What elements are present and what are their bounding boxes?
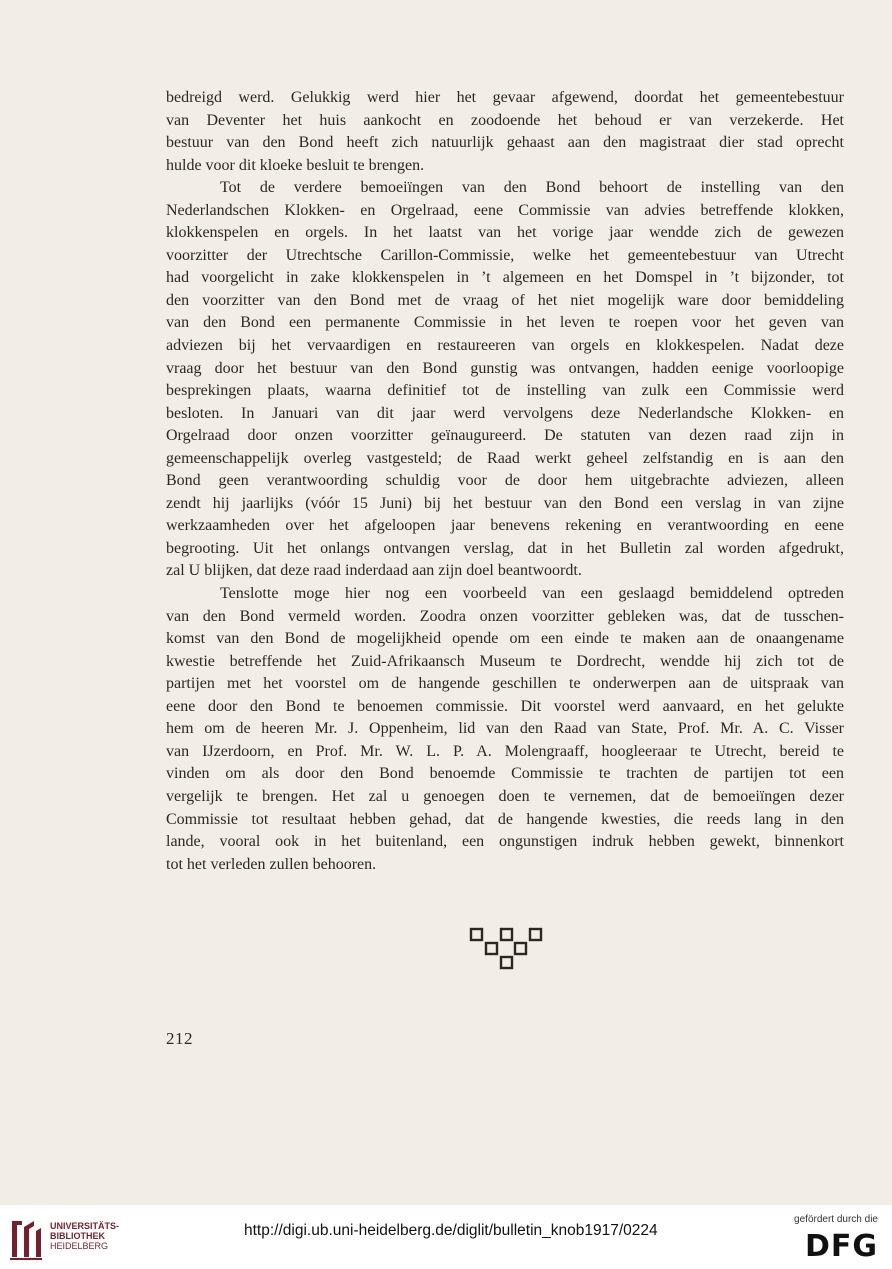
text-line: tot het verleden zullen behooren.	[166, 855, 377, 873]
library-name	[50, 1221, 119, 1251]
funded-by-label: gefördert durch die	[794, 1214, 878, 1225]
footer-bar	[0, 1205, 892, 1269]
text-line: klokkenspelen en orgels. In het laatst van het vorige jaar wendde zich de gewezen	[166, 224, 844, 242]
text-line: bestuur van den Bond heeft zich natuurlijk gehaast aan den magistraat dier stad oprecht	[166, 134, 844, 152]
page-number: 212	[166, 1029, 193, 1048]
text-line: begrooting. Uit het onlangs ontvangen verslag, dat in het Bulletin zal worden afgedrukt,	[166, 539, 844, 557]
ornament-squares-icon	[469, 926, 543, 970]
text-line: gemeenschappelijk overleg vastgesteld; de Raad werkt geheel zelfstandig en is aan den	[166, 449, 844, 467]
text-line: besprekingen plaats, waarna definitief tot de instelling van zulk een Commissie werd	[166, 382, 844, 400]
text-line: Tot de verdere bemoeiïngen van den Bond behoort de instelling van den	[220, 179, 844, 197]
text-line: van IJzerdoorn, en Prof. Mr. W. L. P. A. Molengraaff, hoogleeraar te Utrecht, bereid te	[166, 742, 844, 760]
text-line: Nederlandschen Klokken- en Orgelraad, eene Commissie van advies betreffende klokken,	[166, 201, 844, 219]
text-line: lande, vooral ook in het buitenland, een ongunstigen indruk hebben gewekt, binnenkort	[166, 833, 844, 851]
text-line: vinden om als door den Bond benoemde Commissie te trachten de partijen tot een	[166, 765, 844, 783]
text-line: eene door den Bond te benoemen commissie. Dit voorstel werd aanvaard, en het gelukte	[166, 697, 844, 715]
text-line: besloten. In Januari van dit jaar werd vervolgens deze Nederlandsche Klokken- en	[166, 404, 844, 422]
text-line: bedreigd werd. Gelukkig werd hier het gevaar afgewend, doordat het gemeentebestuur	[166, 89, 844, 106]
library-name-line: BIBLIOTHEK	[50, 1231, 105, 1241]
text-line: voorzitter der Utrechtsche Carillon-Commissie, welke het gemeentebestuur van Utrecht	[166, 246, 844, 264]
text-line: Commissie tot resultaat hebben gehad, dat de hangende kwesties, die reeds lang in den	[166, 810, 844, 828]
text-line: Orgelraad door onzen voorzitter geïnaugureerd. De statuten van dezen raad zijn in	[166, 427, 844, 445]
text-line: den voorzitter van den Bond met de vraag of het niet mogelijk ware door bemiddeling	[166, 291, 844, 309]
text-line: van den Bond een permanente Commissie in het leven te roepen voor het geven van	[166, 314, 844, 332]
text-line: van Deventer het huis aankocht en zoodoende het behoud er van verzekerde. Het	[166, 111, 844, 129]
text-line: werkzaamheden over het afgeloopen jaar benevens rekening en verantwoording en eene	[166, 517, 844, 535]
text-line: vraag door het bestuur van den Bond gunstig was ontvangen, hadden eenige voorloopige	[166, 359, 844, 377]
text-line: Bond geen verantwoording schuldig voor de door hem uitgebrachte adviezen, alleen	[166, 472, 844, 490]
text-line: van den Bond vermeld worden. Zoodra onzen voorzitter gebleken was, dat de tusschen-	[166, 607, 844, 625]
dfg-logo: DFG	[804, 1229, 878, 1264]
library-name-line: UNIVERSITÄTS-	[50, 1221, 120, 1231]
source-url-link[interactable]: http://digi.ub.uni-heidelberg.de/diglit/bulletin_knob1917/0224	[244, 1222, 658, 1239]
text-line: zendt hij jaarlijks (vóór 15 Juni) bij het bestuur van den Bond een verslag in van zijne	[166, 494, 844, 512]
text-line: vergelijk te brengen. Het zal u genoegen doen te vernemen, dat de bemoeiïngen dezer	[166, 787, 844, 805]
text-line: had voorgelicht in zake klokkenspelen in ’t algemeen en het Domspel in ’t bijzonder, tot	[166, 269, 844, 287]
text-line: partijen met het voorstel om de hangende geschillen te onderwerpen aan de uitspraak van	[166, 675, 844, 693]
library-logo-icon	[8, 1217, 44, 1261]
library-name-line: HEIDELBERG	[50, 1241, 109, 1251]
text-line: kwestie betreffende het Zuid-Afrikaansch Museum te Dordrecht, wendde hij zich tot de	[166, 652, 844, 670]
text-line: hulde voor dit kloeke besluit te brengen.	[166, 156, 425, 174]
text-line: Tenslotte moge hier nog een voorbeeld van een geslaagd bemiddelend optreden	[220, 585, 844, 603]
text-line: adviezen bij het vervaardigen en restaureeren van orgels en klokkespelen. Nadat deze	[166, 337, 844, 355]
text-line: hem om de heeren Mr. J. Oppenheim, lid van den Raad van State, Prof. Mr. A. C. Visser	[166, 720, 844, 738]
body-text	[166, 87, 844, 876]
text-line: komst van den Bond de mogelijkheid opende om een einde te maken aan de onaangename	[166, 630, 844, 648]
text-line: zal U blijken, dat deze raad inderdaad aan zijn doel beantwoordt.	[166, 562, 582, 580]
